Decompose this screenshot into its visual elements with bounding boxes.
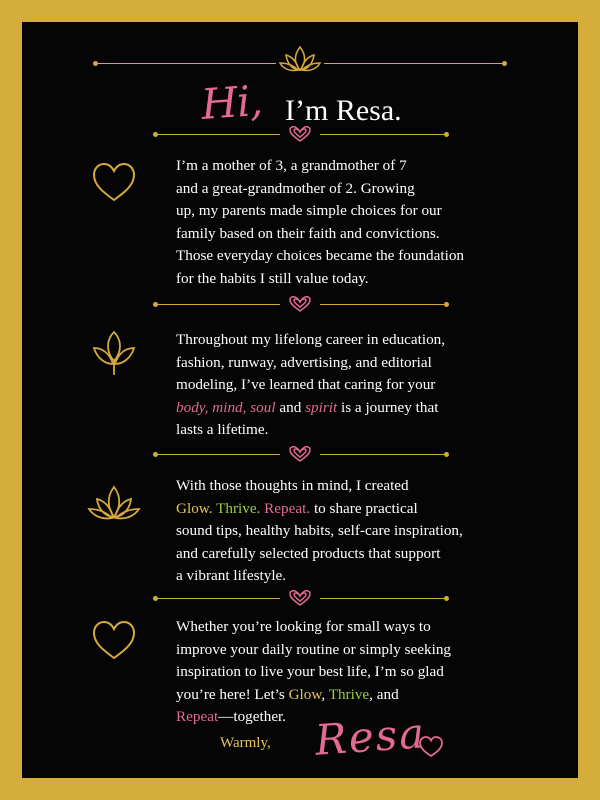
text-span: , and	[369, 685, 399, 703]
text-line: improve your daily routine or simply seeking	[176, 640, 452, 658]
double-heart-icon	[285, 444, 315, 464]
top-divider-left	[98, 63, 276, 64]
text-span: and	[275, 398, 306, 416]
divider-line	[158, 134, 280, 135]
text-line: Those everyday choices became the foundation	[176, 247, 465, 265]
double-heart-icon	[285, 294, 315, 314]
text-line	[176, 498, 502, 521]
divider-dot	[444, 302, 449, 307]
divider-line	[320, 304, 444, 305]
text-line: and carefully selected products that support	[176, 544, 441, 562]
divider-dot	[444, 132, 449, 137]
double-heart-icon	[285, 588, 315, 608]
text-line: sound tips, healthy habits, self-care inspiration,	[176, 522, 463, 540]
brand-repeat: Repeat	[176, 708, 219, 726]
brand-thrive: Thrive.	[216, 499, 261, 517]
text-line: and a great-grandmother of 2. Growing	[176, 179, 415, 197]
greeting-hi: Hi,	[199, 75, 264, 129]
divider-line	[158, 454, 280, 455]
divider-dot	[444, 596, 449, 601]
paragraph-3	[176, 475, 502, 588]
divider-dot	[502, 61, 507, 66]
text-line: Whether you’re looking for small ways to	[176, 618, 431, 635]
text-line: fashion, runway, advertising, and editorial	[176, 353, 432, 371]
brand-thrive: Thrive	[328, 685, 370, 703]
text-span: —together.	[218, 708, 287, 726]
emphasis-text: body, mind, soul	[176, 398, 276, 416]
heart-icon	[91, 620, 137, 662]
text-span: ,	[321, 685, 329, 703]
text-line: With those thoughts in mind, I created	[176, 477, 409, 494]
lotus-icon	[278, 43, 322, 75]
signature-heart-icon	[418, 735, 444, 759]
text-line: up, my parents made simple choices for our	[176, 202, 442, 220]
divider-line	[158, 304, 280, 305]
text-line: a vibrant lifestyle.	[176, 567, 287, 585]
text-line: family based on their faith and convictions.	[176, 224, 440, 242]
top-divider-right	[324, 63, 502, 64]
text-line: Throughout my lifelong career in education,	[176, 331, 446, 348]
leaf-icon	[91, 328, 137, 378]
paragraph-4	[176, 616, 502, 729]
text-line	[176, 397, 502, 420]
double-heart-icon	[285, 124, 315, 144]
paragraph-2	[176, 329, 502, 442]
divider-line	[320, 134, 444, 135]
text-span: to share practical	[310, 499, 418, 517]
text-line: lasts a lifetime.	[176, 421, 269, 439]
heart-icon	[91, 162, 137, 204]
greeting-name: I’m Resa.	[285, 94, 402, 127]
text-line: I’m a mother of 3, a grandmother of 7	[176, 157, 407, 174]
brand-repeat: Repeat.	[264, 499, 311, 517]
text-span: you’re here! Let’s	[176, 685, 289, 703]
emphasis-text: spirit	[305, 398, 338, 416]
text-line: modeling, I’ve learned that caring for your	[176, 376, 436, 394]
divider-line	[320, 598, 444, 599]
divider-dot	[444, 452, 449, 457]
text-line	[176, 684, 502, 707]
text-line: inspiration to live your best life, I’m so glad	[176, 663, 444, 681]
divider-line	[320, 454, 444, 455]
text-span: is a journey that	[337, 398, 439, 416]
paragraph-1	[176, 155, 502, 291]
brand-glow: Glow.	[176, 499, 213, 517]
brand-glow: Glow	[288, 685, 322, 703]
divider-line	[158, 598, 280, 599]
signature: Resa	[313, 708, 428, 765]
lotus-icon	[86, 484, 142, 524]
signoff-warmly: Warmly,	[220, 735, 271, 751]
text-line: for the habits I still value today.	[176, 269, 369, 287]
